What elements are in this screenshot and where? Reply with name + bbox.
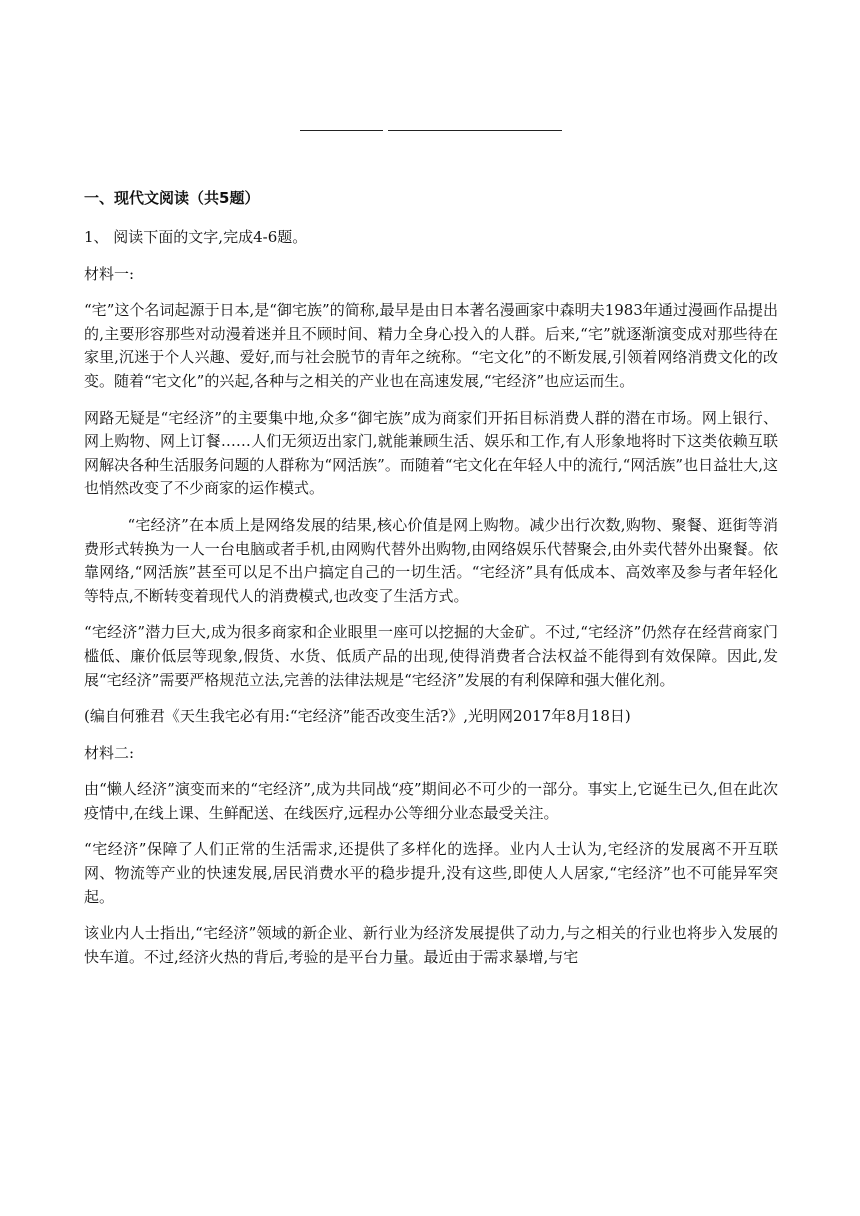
document-content bbox=[84, 186, 778, 982]
material2-label: 材料二: bbox=[84, 743, 135, 762]
question-intro: 1、 阅读下面的文字,完成4-6题。 bbox=[84, 228, 308, 246]
material2-paragraph: 该业内人士指出,“宅经济”领域的新企业、新行业为经济发展提供了动力,与之相关的行业也将步入发展的快车道。不过,经济火热的背后,考验的是平台力量。最近由于需求暴增,与宅 bbox=[84, 924, 778, 966]
material1-paragraph: “宅经济”潜力巨大,成为很多商家和企业眼里一座可以挖掘的大金矿。不过,“宅经济”仍然存在经营商家门槛低、廉价低层等现象,假货、水货、低质产品的出现,使得消费者合法权益不能得到有效保障。因此,发展“宅经济”需要严格规范立法,完善的法律法规是“宅经济”发展的有利保障和强大催化剂。 bbox=[84, 623, 778, 689]
blank-line bbox=[300, 130, 383, 131]
material2-paragraph: 由“懒人经济”演变而来的“宅经济”,成为共同战“疫”期间必不可少的一部分。事实上,它诞生已久,但在此次疫情中,在线上课、生鲜配送、在线医疗,远程办公等细分业态最受关注。 bbox=[84, 780, 778, 822]
material1-label: 材料一: bbox=[84, 264, 135, 283]
material2-paragraph: “宅经济”保障了人们正常的生活需求,还提供了多样化的选择。业内人士认为,宅经济的发展离不开互联网、物流等产业的快速发展,居民消费水平的稳步提升,没有这些,即使人人居家,“宅经济”也不可能异军突起。 bbox=[84, 840, 778, 906]
name-blank-lines bbox=[300, 118, 562, 132]
material1-source: (编自何雅君《天生我宅必有用:“宅经济”能否改变生活?》,光明网2017年8月18日) bbox=[84, 707, 631, 726]
material1-paragraph: 网路无疑是“宅经济”的主要集中地,众多“御宅族”成为商家们开拓目标消费人群的潜在市场。网上银行、网上购物、网上订餐……人们无须迈出家门,就能兼顾生活、娱乐和工作,有人形象地将时下这类依赖互联网解决各种生活服务问题的人群称为“网活族”。而随着“宅文化在年轻人中的流行,“网活族”也日益壮大,这也悄然改变了不少商家的运作模式。 bbox=[84, 408, 778, 498]
material1-paragraph: “宅经济”在本质上是网络发展的结果,核心价值是网上购物。减少出行次数,购物、聚餐、逛街等消费形式转换为一人一台电脑或者手机,由网购代替外出购物,由网络娱乐代替聚会,由外卖代替外出聚餐。依靠网络,“网活族”甚至可以足不出户搞定自己的一切生活。“宅经济”具有低成本、高效率及参与者年轻化等特点,不断转变着现代人的消费模式,也改变了生活方式。 bbox=[84, 515, 778, 605]
section-title: 一、现代文阅读（共5题） bbox=[84, 189, 260, 207]
material1-paragraph: “宅”这个名词起源于日本,是“御宅族”的简称,最早是由日本著名漫画家中森明夫1983年通过漫画作品提出的,主要形容那些对动漫着迷并且不顾时间、精力全身心投入的人群。后来,“宅”就逐渐演变成对那些待在家里,沉迷于个人兴趣、爱好,而与社会脱节的青年之统称。“宅文化”的不断发展,引领着网络消费文化的改变。随着“宅文化”的兴起,各种与之相关的产业也在高速发展,“宅经济”也应运而生。 bbox=[84, 301, 778, 390]
blank-line bbox=[388, 130, 562, 131]
